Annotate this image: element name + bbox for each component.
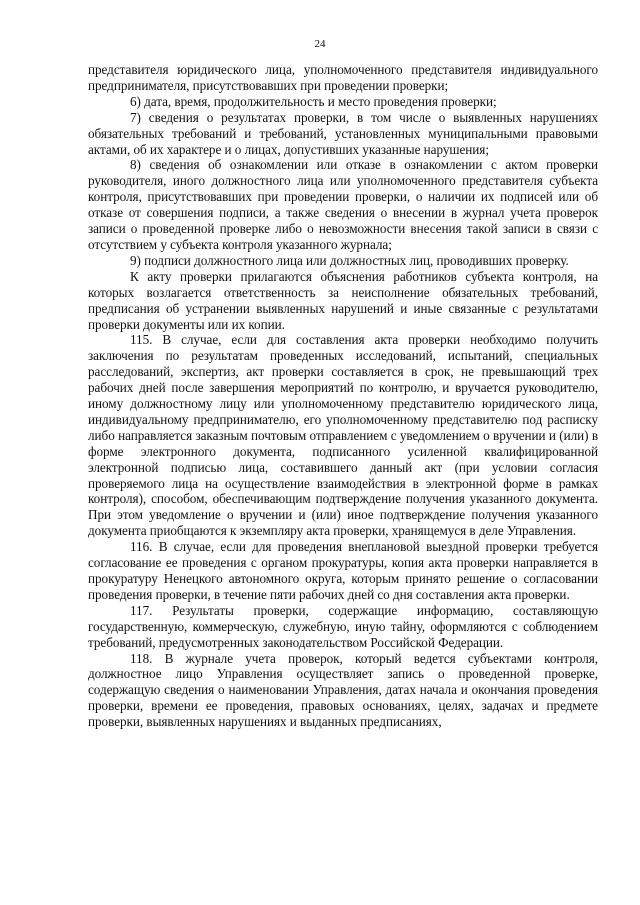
paragraph: 6) дата, время, продолжительность и место проведения проверки; xyxy=(130,93,497,109)
paragraph: 9) подписи должностного лица или должностных лиц, проводивших проверку. xyxy=(130,252,569,268)
paragraph: 8) сведения об ознакомлении или отказе в ознакомлении с актом проверки руководителя, иного должностного лица или уполномоченного представителя субъекта контроля, присутствовавших при проведении проверки, о наличии их подписей или об отказе от совершения подписи, а также сведения о внесении в журнал учета проверок записи о проведенной проверке либо о невозможности внесения такой записи в связи с отсутствием у субъекта контроля указанного журнала; xyxy=(88,157,598,252)
paragraph: представителя юридического лица, уполномоченного представителя индивидуального предпринимателя, присутствовавших при проведении проверки; xyxy=(88,62,598,93)
paragraph: 116. В случае, если для проведения внеплановой выездной проверки требуется согласование ее проведения с органом прокуратуры, копия акта проверки направляется в прокуратуру Ненецкого автономного округа, которым принято решение о согласовании проведения проверки, в течение пяти рабочих дней со дня составления акта проверки. xyxy=(88,539,598,602)
paragraph: 117. Результаты проверки, содержащие информацию, составляющую государственную, коммерческую, служебную, иную тайну, оформляются с соблюдением требований, предусмотренных законодательством Российской Федерации. xyxy=(88,602,598,650)
paragraph: 118. В журнале учета проверок, который ведется субъектами контроля, должностное лицо Управления осуществляет запись о проведенной проверке, содержащую сведения о наименовании Управления, датах начала и окончания проведения проверки, времени ее проведения, правовых основаниях, целях, задачах и предмете проверки, выявленных нарушениях и выданных предписаниях, xyxy=(88,650,598,730)
paragraph: 115. В случае, если для составления акта проверки необходимо получить заключения по результатам проведенных исследований, испытаний, специальных расследований, экспертиз, акт проверки составляется в срок, не превышающий трех рабочих дней после завершения мероприятий по контролю, и вручается руководителю, иному должностному лицу или уполномоченному представителю юридического лица, индивидуальному предпринимателю, его уполномоченному представителю под расписку либо направляется заказным почтовым отправлением с уведомлением о вручении и (или) в форме электронного документа, подписанного усиленной квалифицированной электронной подписью лица, составившего данный акт (при условии согласия проверяемого лица на осуществление взаимодействия в электронной форме в рамках контроля), способом, обеспечивающим подтверждение получения указанного документа. При этом уведомление о вручении и (или) иное подтверждение получения указанного документа приобщаются к экземпляру акта проверки, хранящемуся в деле Управления. xyxy=(88,332,598,539)
paragraph: К акту проверки прилагаются объяснения работников субъекта контроля, на которых возлагается ответственность за неисполнение обязательных требований, предписания об устранении выявленных нарушений и иные связанные с результатами проверки документы или их копии. xyxy=(88,268,598,332)
paragraph: 7) сведения о результатах проверки, в том числе о выявленных нарушениях обязательных требований и требований, установленных муниципальными правовыми актами, об их характере и о лицах, допустивших указанные нарушения; xyxy=(88,109,598,157)
page-number: 24 xyxy=(314,38,326,50)
document-body xyxy=(88,62,598,730)
